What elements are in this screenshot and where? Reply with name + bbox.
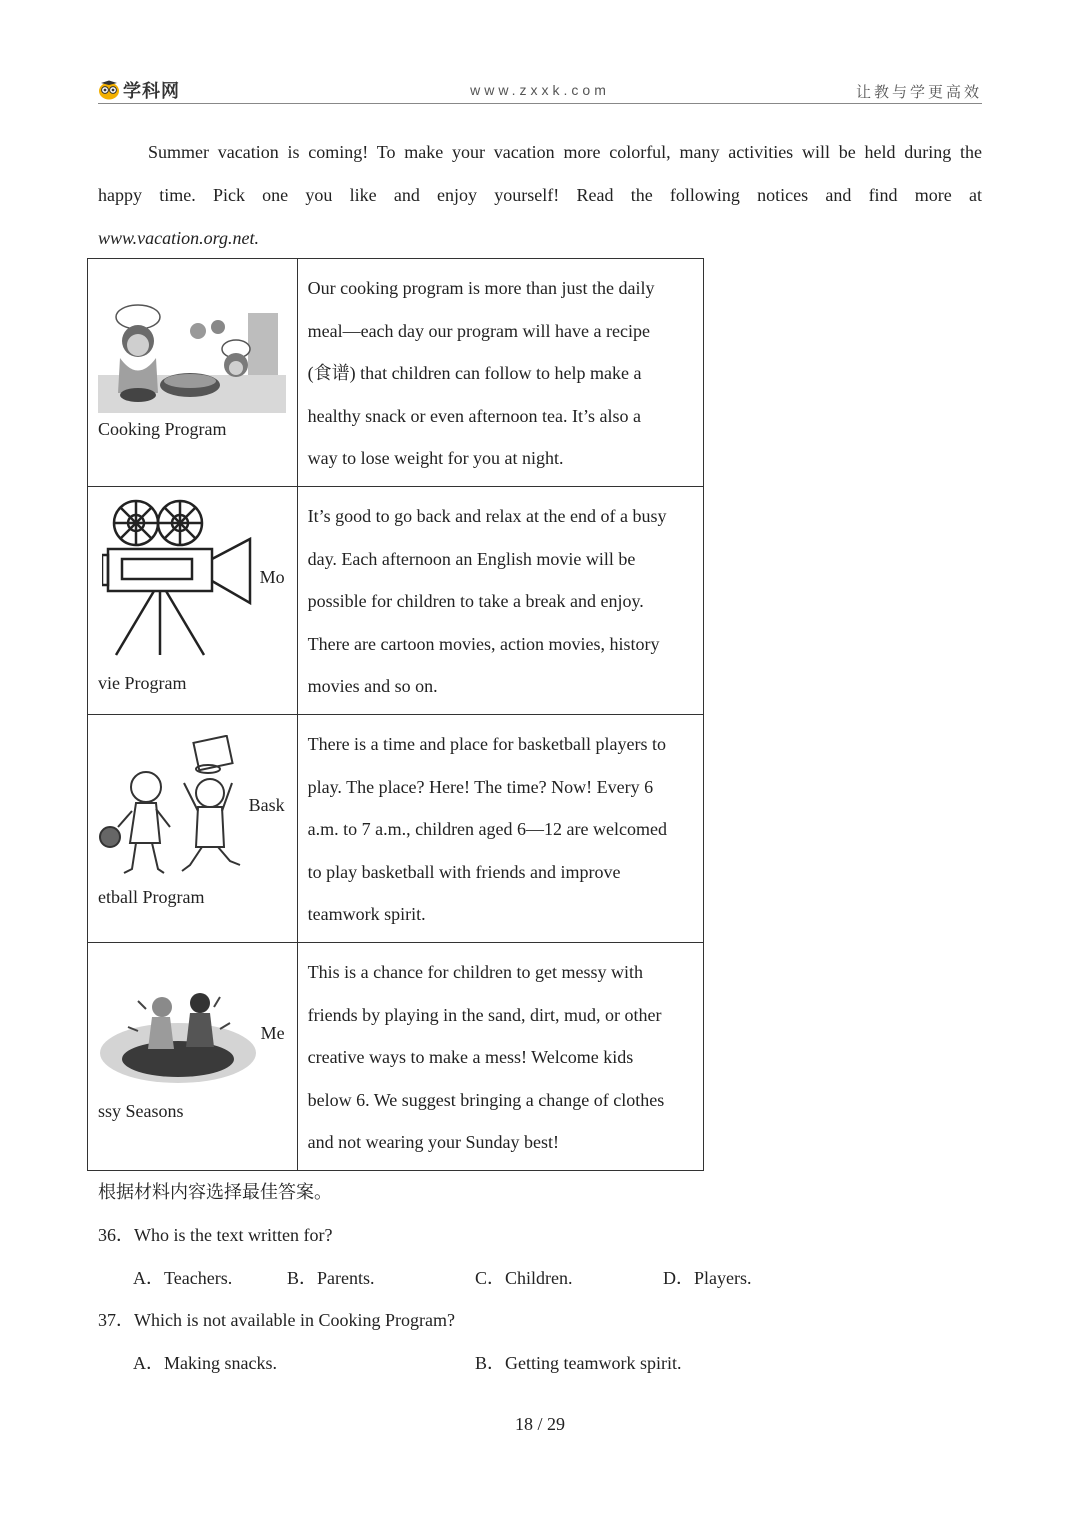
site-url[interactable]: www.zxxk.com [470, 82, 610, 98]
description-line: friends by playing in the sand, dirt, mud, or other [307, 1004, 662, 1025]
description-line: and not wearing your Sunday best! [307, 1132, 560, 1152]
messy-mud-play-illustration [98, 987, 258, 1087]
table-row [88, 487, 704, 715]
website-link[interactable]: www.vacation.org.net. [98, 228, 259, 248]
program-image-cell [88, 943, 298, 1171]
table-row [88, 715, 704, 943]
question-36: 36．Who is the text written for? [98, 1225, 333, 1245]
description-line: meal—each day our program will have a recipe [307, 320, 650, 341]
program-caption-start: Me [260, 1023, 285, 1043]
program-description [298, 487, 703, 708]
program-table [87, 258, 704, 1171]
program-caption-start: Mo [259, 567, 285, 587]
description-line: This is a chance for children to get messy with [307, 962, 644, 982]
description-line: movies and so on. [307, 676, 438, 696]
option-a[interactable]: A．Teachers. [133, 1268, 233, 1288]
program-description-cell [297, 943, 703, 1171]
description-line: There are cartoon movies, action movies, history [307, 633, 660, 654]
program-description-cell [297, 715, 703, 943]
instruction-text: 根据材料内容选择最佳答案。 [98, 1182, 332, 1202]
program-description [298, 259, 703, 480]
program-caption: vie Program [98, 673, 187, 693]
option-b[interactable]: B．Getting teamwork spirit. [475, 1353, 682, 1373]
intro-paragraph [98, 131, 982, 260]
question-37: 37．Which is not available in Cooking Program? [98, 1310, 455, 1330]
program-caption: Cooking Program [98, 419, 227, 439]
cooking-kids-illustration [98, 303, 286, 413]
program-description [298, 715, 703, 936]
description-line: (食谱) that children can follow to help make a [307, 363, 642, 383]
program-description-cell [297, 487, 703, 715]
page-number: 18 / 29 [514, 1414, 565, 1434]
program-description [298, 943, 703, 1164]
description-line: to play basketball with friends and improve [307, 861, 621, 882]
description-line: a.m. to 7 a.m., children aged 6—12 are welcomed [307, 819, 667, 839]
description-line: Our cooking program is more than just the daily [307, 278, 655, 298]
description-line: play. The place? Here! The time? Now! Every 6 [307, 776, 654, 797]
description-line: below 6. We suggest bringing a change of clothes [307, 1089, 665, 1110]
program-image-cell [88, 259, 298, 487]
table-row [88, 943, 704, 1171]
option-d[interactable]: D．Players. [663, 1268, 752, 1288]
description-line: healthy snack or even afternoon tea. It’s also a [307, 405, 641, 426]
program-image-cell [88, 715, 298, 943]
table-row [88, 259, 704, 487]
movie-camera-illustration [102, 497, 254, 659]
program-caption: ssy Seasons [98, 1101, 184, 1121]
description-line: teamwork spirit. [307, 904, 426, 924]
basketball-kids-illustration [98, 735, 248, 877]
intro-line: happy time. Pick one you like and enjoy yourself! Read the following notices and find more at [98, 185, 982, 205]
description-line: It’s good to go back and relax at the end of a busy [307, 506, 667, 526]
program-image-cell [88, 487, 298, 715]
intro-line: Summer vacation is coming! To make your vacation more colorful, many activities will be held during the [148, 142, 982, 162]
description-line: way to lose weight for you at night. [307, 448, 564, 468]
description-line: day. Each afternoon an English movie will be [307, 548, 636, 569]
header-slogan: 让教与学更高效 [855, 84, 982, 101]
description-line: possible for children to take a break and enjoy. [307, 591, 644, 611]
program-description-cell [297, 259, 703, 487]
logo-text: 学科网 [123, 81, 180, 102]
description-line: creative ways to make a mess! Welcome kids [307, 1047, 634, 1067]
program-caption: etball Program [98, 887, 205, 907]
header-divider [98, 103, 982, 104]
program-caption-start: Bask [248, 795, 285, 815]
option-c[interactable]: C．Children. [475, 1268, 573, 1288]
option-b[interactable]: B．Parents. [287, 1268, 375, 1288]
option-a[interactable]: A．Making snacks. [133, 1353, 277, 1373]
description-line: There is a time and place for basketball players to [307, 734, 666, 754]
